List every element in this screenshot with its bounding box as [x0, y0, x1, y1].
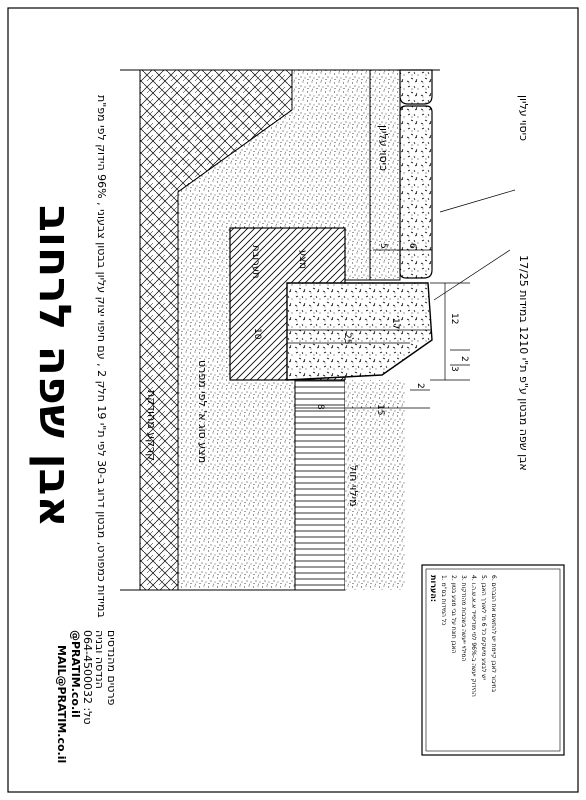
- page-title: אבן שפה לרחוב: [29, 205, 80, 528]
- dim-2: 2: [459, 356, 469, 362]
- note-line: 4. ההידוק יעשה ב-96% לפי מודיפייד א.א.ש.ה.ו: [470, 575, 477, 697]
- concrete-foundation: [287, 283, 432, 380]
- label-curb-top: כיסוי עליון: [517, 95, 530, 141]
- company-block: [55, 630, 118, 763]
- note-line: 1. כל המידות בס"מ: [440, 575, 447, 626]
- dim-3: 3: [449, 366, 459, 372]
- company-email: MAIL@PRATIM.co.il: [55, 645, 68, 764]
- dim-25: 25: [342, 333, 352, 345]
- label-leveling-sand: מילוי חול: [347, 465, 360, 507]
- label-top-cover: כיסוי עליון: [377, 125, 390, 171]
- label-foundation: מצע: [297, 250, 308, 269]
- note-line: 5. יש לבצע מישקים כל 6 מ' לאורך האבן: [480, 575, 487, 680]
- notes-box: [422, 565, 564, 755]
- dim-17: 17: [390, 318, 400, 330]
- dim-6: 6: [407, 243, 417, 249]
- note-line: 3. המילוי ייעשה בשכבות מהודקות: [460, 575, 467, 662]
- label-subbase: מצע סוג א' לפי מפרט: [196, 360, 209, 464]
- dim-10: 10: [252, 328, 262, 340]
- dim-5: 5: [378, 243, 388, 249]
- company-name: פרטים מהנדסים: [105, 630, 118, 706]
- dim-15: 15: [375, 404, 385, 416]
- company-line2: הנדסה ובניה: [93, 630, 106, 689]
- note-line: 6. בחיבור לאבן קיימת יש להתאים את הגבהים: [490, 575, 497, 693]
- notes-heading: הערות:: [429, 575, 438, 603]
- company-web: @PRATIM.co.il: [69, 630, 82, 718]
- note-line: 2. האבן תונח על גבי מצע בטון: [450, 575, 457, 654]
- label-curb-callout: אבן שפה מבטון ע"פ ת"י 1210 במידות 17/25: [517, 255, 530, 471]
- title-block: [29, 95, 108, 618]
- label-road-mix: תערובת: [250, 245, 261, 279]
- company-phone: 064-4500032 :טל: [81, 630, 94, 725]
- curb-top: [400, 70, 432, 104]
- dim-12: 12: [449, 313, 459, 325]
- dim-2b: 2: [415, 383, 425, 389]
- sand-column: [295, 380, 345, 590]
- page-subtitle: במידות כמפורט, מבטון דרוג ב-30 לפי ת"י 19 חלק 2 , עם חיפוי יצוק עליון בבטון צבעוני , 96% הידוק לפי מפ"ת: [95, 95, 108, 618]
- dim-8: 8: [315, 404, 325, 410]
- curb-stone: [400, 106, 432, 278]
- label-compacted-soil: קרקע מהודקת: [145, 390, 158, 461]
